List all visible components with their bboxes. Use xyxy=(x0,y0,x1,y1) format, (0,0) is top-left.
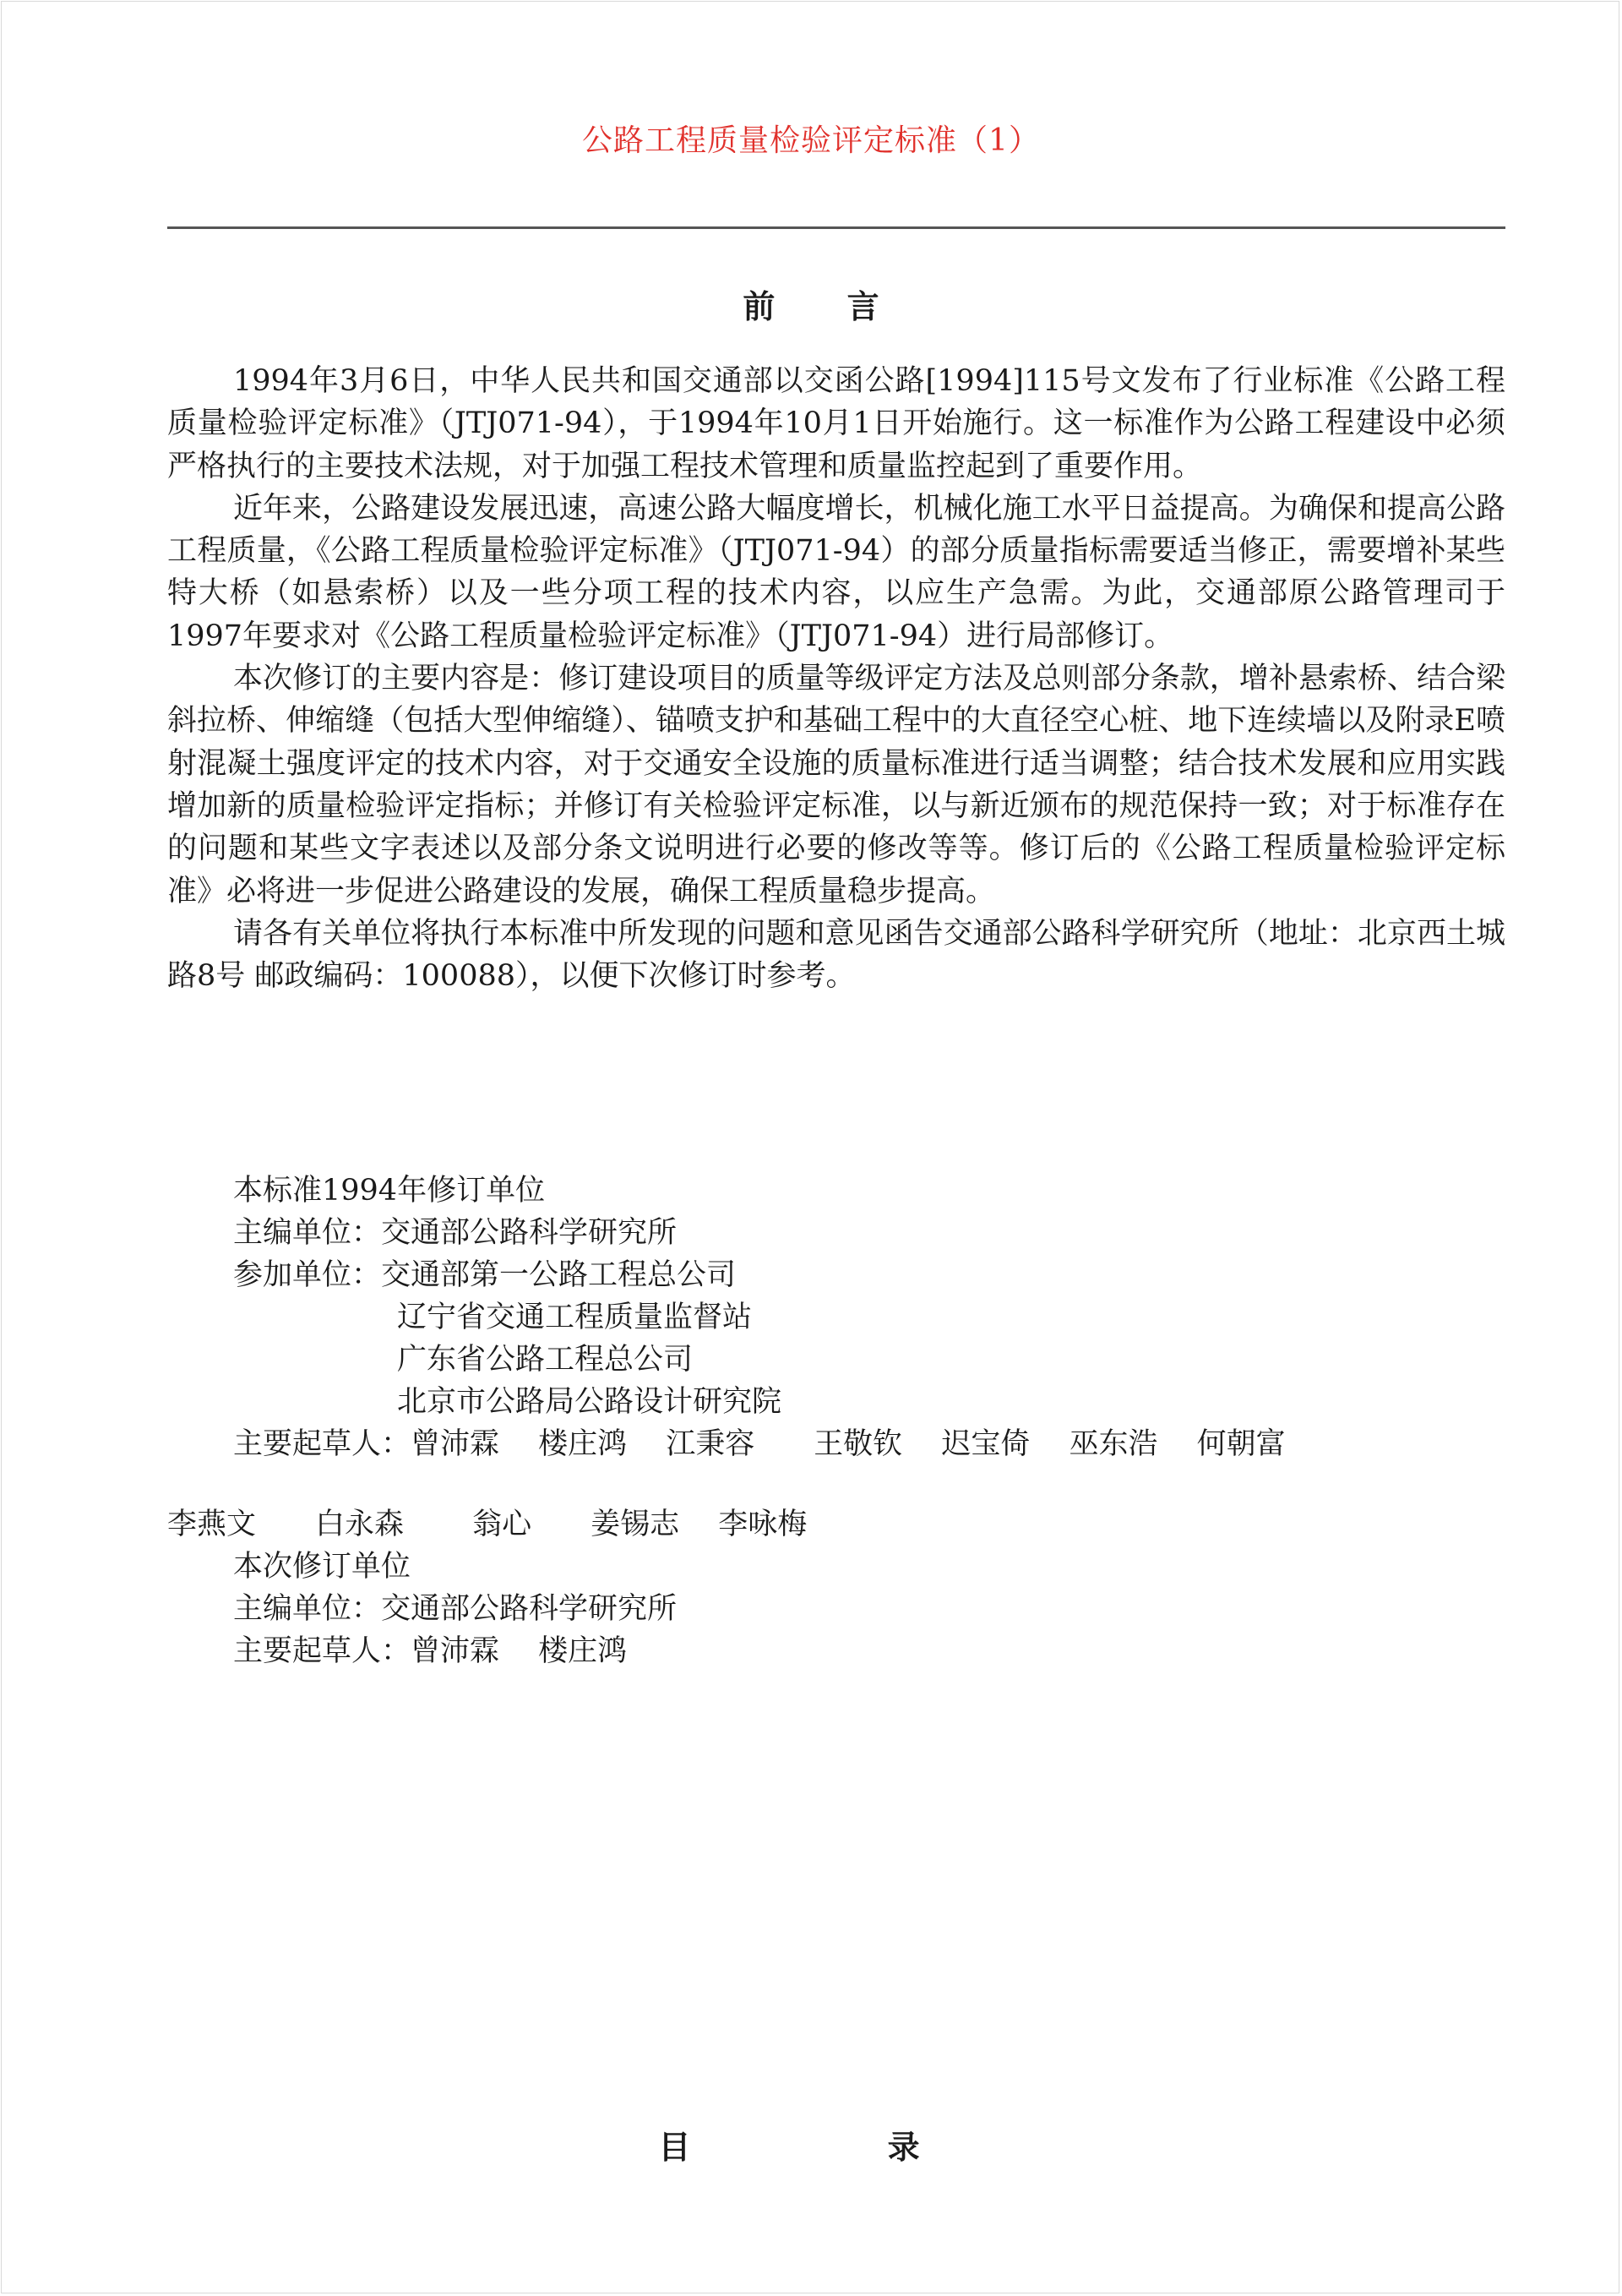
participant-unit: 广东省公路工程总公司 xyxy=(397,1343,694,1377)
document-header: 公路工程质量检验评定标准（1） xyxy=(582,123,1040,158)
page-border xyxy=(1,1,1619,2293)
participant-unit: 北京市公路局公路设计研究院 xyxy=(397,1385,782,1419)
units-current-heading: 本次修订单位 xyxy=(233,1550,411,1584)
paragraph: 近年来，公路建设发展迅速，高速公路大幅度增长，机械化施工水平日益提高。为确保和提高公路工程质量，《公路工程质量检验评定标准》（JTJ071-94）的部分质量指标需要适当修正，需要增补某些特大桥（如悬索桥）以及一些分项工程的技术内容，以应生产急需。为此，交通部原公路管理司于1997年要求对《公路工程质量检验评定标准》（JTJ071-94）进行局部修订。 xyxy=(167,491,1505,653)
spacer xyxy=(167,1465,1505,1503)
units-1994-heading: 本标准1994年修订单位 xyxy=(233,1174,546,1208)
paragraph: 请各有关单位将执行本标准中所发现的问题和意见函告交通部公路科学研究所（地址：北京西土城路8号 邮政编码：100088），以便下次修订时参考。 xyxy=(167,916,1505,994)
header-divider xyxy=(167,226,1505,229)
units-current-drafters: 主要起草人：曾沛霖 楼庄鸿 xyxy=(233,1634,628,1668)
units-1994-participants: 参加单位：交通部第一公路工程总公司 xyxy=(233,1258,737,1292)
participant-unit: 辽宁省交通工程质量监督站 xyxy=(397,1301,753,1334)
units-1994-drafters-continued: 李燕文 白永森 翁心 姜锡志 李咏梅 xyxy=(167,1508,808,1541)
preface-title: 前 言 xyxy=(743,287,910,325)
toc-title: 目 录 xyxy=(658,2128,1013,2166)
units-1994-drafters: 主要起草人：曾沛霖 楼庄鸿 江秉容 王敬钦 迟宝倚 巫东浩 何朝富 xyxy=(233,1427,1286,1461)
paragraph: 1994年3月6日，中华人民共和国交通部以交函公路[1994]115号文发布了行业标准《公路工程质量检验评定标准》（JTJ071-94），于1994年10月1日开始施行。这一标准作为公路工程建设中必须严格执行的主要技术法规，对于加强工程技术管理和质量监控起到了重要作用。 xyxy=(167,364,1505,483)
units-current-editor: 主编单位：交通部公路科学研究所 xyxy=(233,1592,678,1626)
units-1994-editor: 主编单位：交通部公路科学研究所 xyxy=(233,1216,678,1250)
preface-body xyxy=(167,360,1505,997)
paragraph: 本次修订的主要内容是：修订建设项目的质量等级评定方法及总则部分条款，增补悬索桥、结合梁斜拉桥、伸缩缝（包括大型伸缩缝）、锚喷支护和基础工程中的大直径空心桩、地下连续墙以及附录E喷射混凝土强度评定的技术内容，对于交通安全设施的质量标准进行适当调整；结合技术发展和应用实践增加新的质量检验评定指标；并修订有关检验评定标准，以与新近颁布的规范保持一致；对于标准存在的问题和某些文字表述以及部分条文说明进行必要的修改等等。修订后的《公路工程质量检验评定标准》必将进一步促进公路建设的发展，确保工程质量稳步提高。 xyxy=(167,662,1505,908)
revision-units xyxy=(167,1170,1505,1672)
